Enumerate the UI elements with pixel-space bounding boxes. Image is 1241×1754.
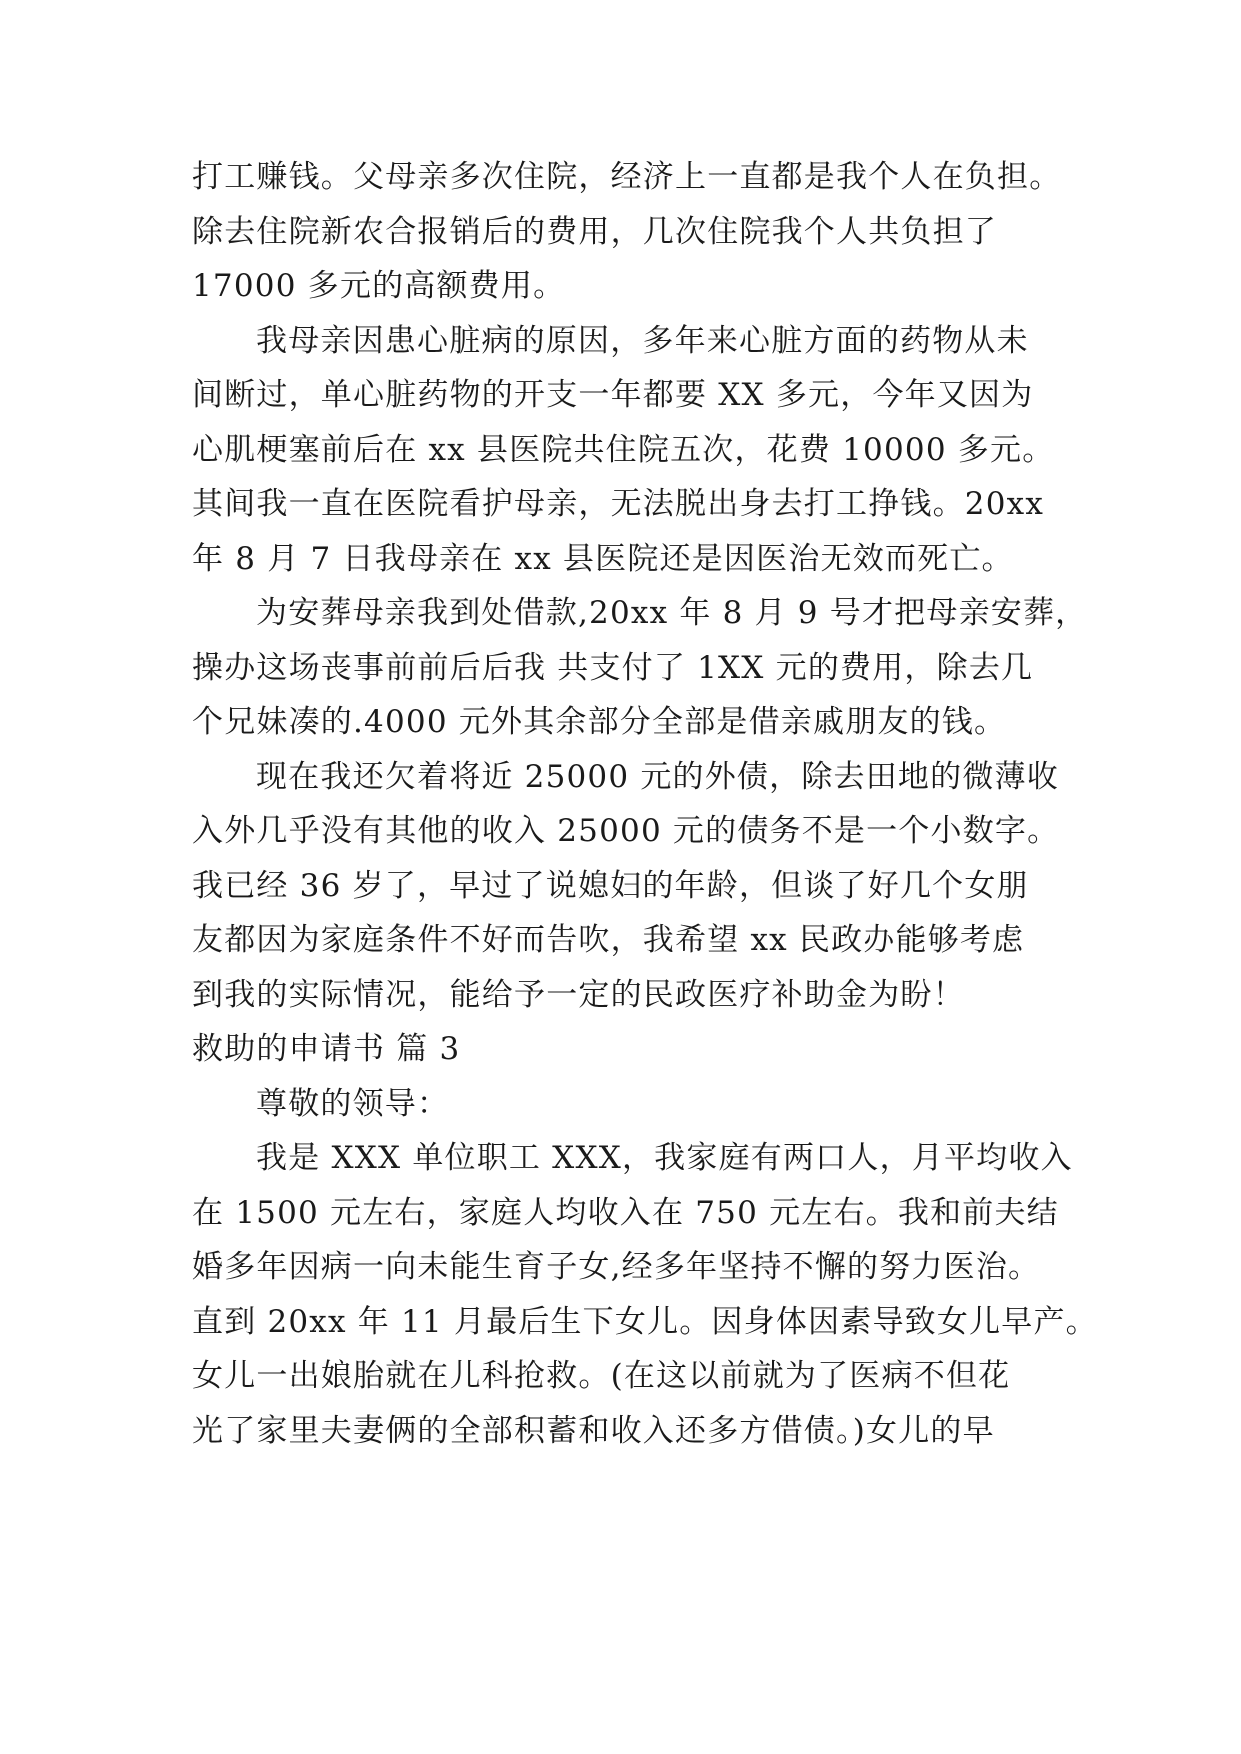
text-line: 打工赚钱。父母亲多次住院，经济上一直都是我个人在负担。 [192,159,1062,195]
text-line: 个兄妹凑的.4000 元外其余部分全部是借亲戚朋友的钱。 [192,704,1007,740]
text-line: 友都因为家庭条件不好而告吹，我希望 xx 民政办能够考虑 [192,922,1025,958]
paragraph-first-line: 我是 XXX 单位职工 XXX，我家庭有两口人，月平均收入 [256,1140,1073,1176]
text-line: 我已经 36 岁了，早过了说媳妇的年龄，但谈了好几个女朋 [192,867,1029,904]
paragraph-first-line: 我母亲因患心脏病的原因，多年来心脏方面的药物从未 [256,322,1029,359]
text-line: 操办这场丧事前前后后我 共支付了 1XX 元的费用，除去几 [192,649,1034,686]
text-line: 心肌梗塞前后在 xx 县医院共住院五次，花费 10000 多元。 [192,431,1055,468]
text-line: 年 8 月 7 日我母亲在 xx 县医院还是因医治无效而死亡。 [192,540,1014,577]
text-line: 除去住院新农合报销后的费用，几次住院我个人共负担了 [192,213,997,250]
text-line: 婚多年因病一向未能生育子女,经多年坚持不懈的努力医治。 [192,1249,1041,1285]
section-heading: 救助的申请书 篇 3 [192,1031,461,1067]
document-body [192,150,1098,1458]
paragraph-first-line: 为安葬母亲我到处借款,20xx 年 8 月 9 号才把母亲安葬， [256,595,1088,631]
salutation: 尊敬的领导： [256,1085,450,1122]
text-line: 17000 多元的高额费用。 [192,268,566,304]
text-line: 到我的实际情况，能给予一定的民政医疗补助金为盼！ [192,976,965,1013]
paragraph-first-line: 现在我还欠着将近 25000 元的外债，除去田地的微薄收 [256,758,1059,795]
text-line: 入外几乎没有其他的收入 25000 元的债务不是一个小数字。 [192,813,1060,849]
text-line: 直到 20xx 年 11 月最后生下女儿。因身体因素导致女儿早产。 [192,1303,1098,1340]
text-line: 其间我一直在医院看护母亲，无法脱出身去打工挣钱。20xx [192,486,1045,522]
text-line: 在 1500 元左右，家庭人均收入在 750 元左右。我和前夫结 [192,1194,1059,1231]
text-line: 女儿一出娘胎就在儿科抢救。(在这以前就为了医病不但花 [192,1358,1011,1394]
text-line: 光了家里夫妻俩的全部积蓄和收入还多方借债。)女儿的早 [192,1412,995,1449]
text-line: 间断过，单心脏药物的开支一年都要 XX 多元，今年又因为 [192,377,1034,413]
